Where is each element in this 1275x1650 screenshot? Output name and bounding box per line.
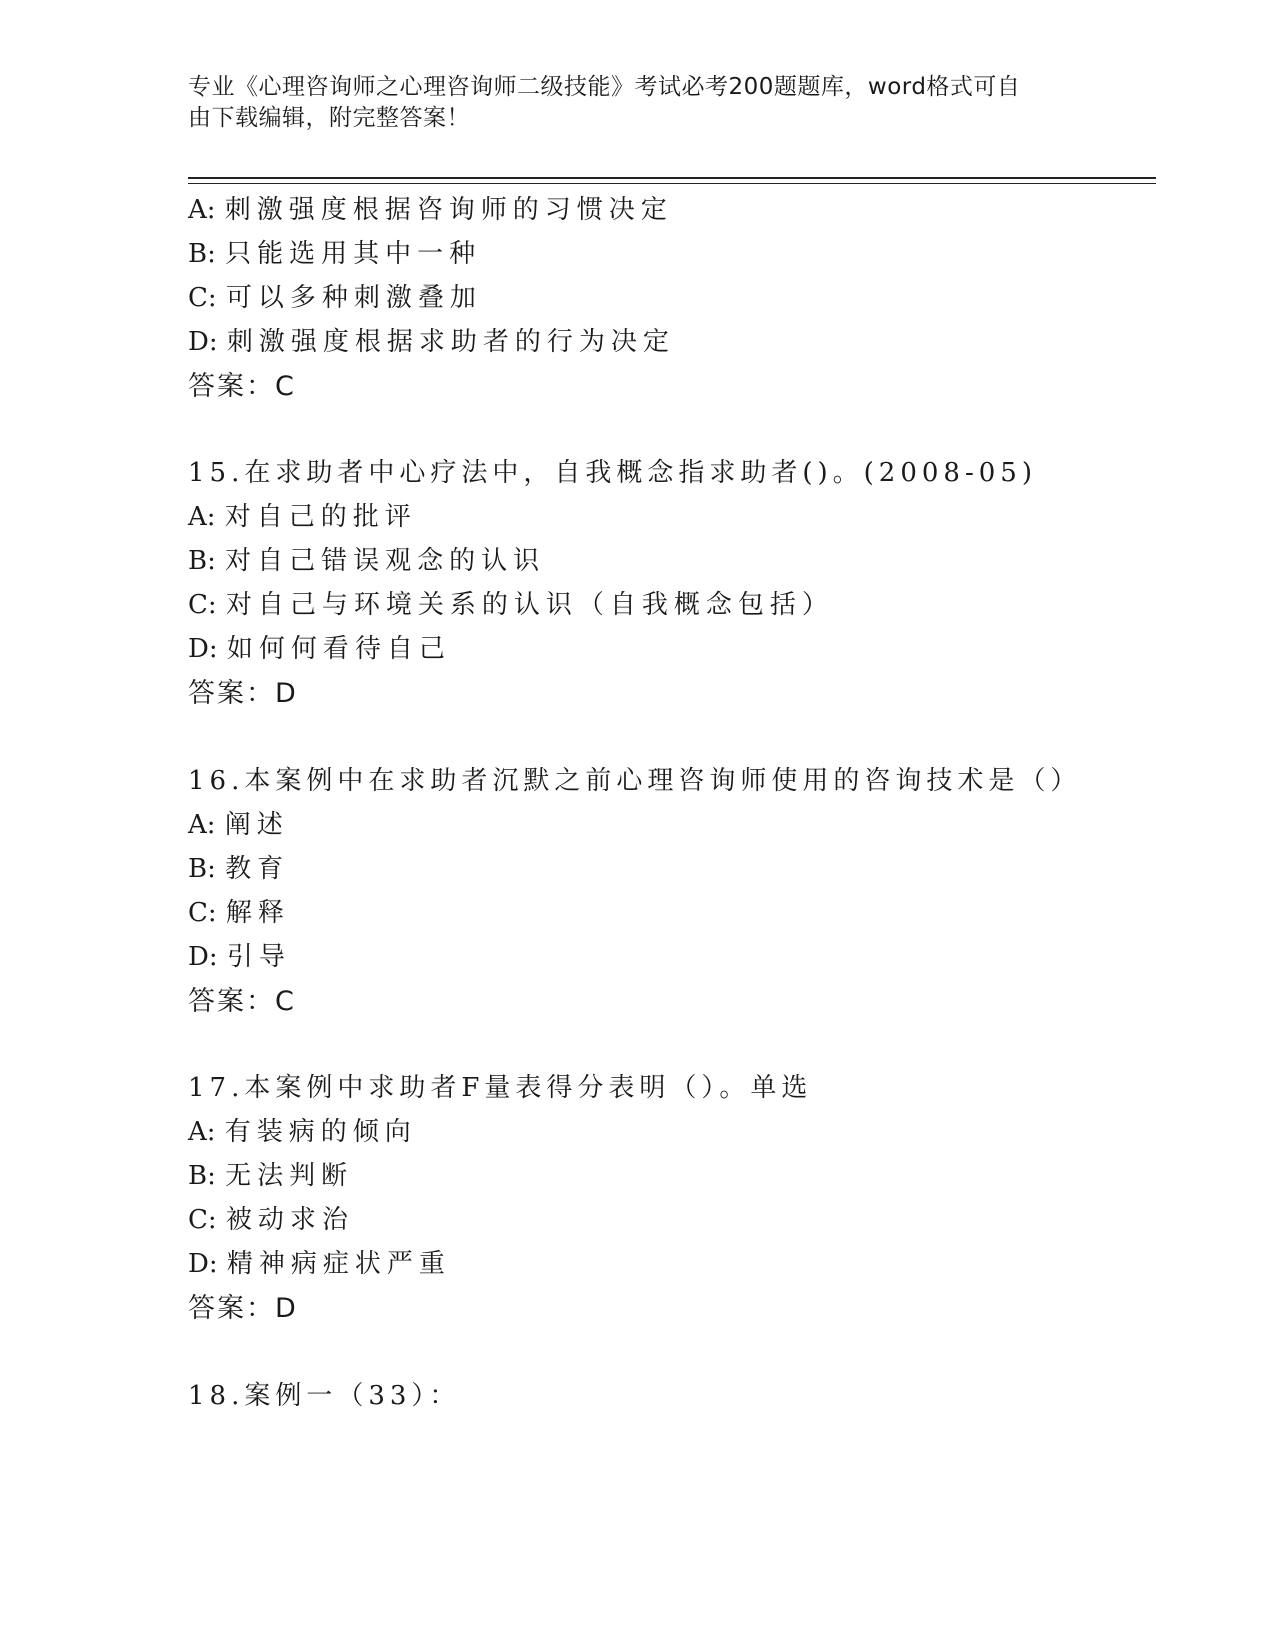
document-header	[188, 72, 1068, 134]
q15-option-d: D: 如何何看待自己	[188, 634, 451, 664]
q17-option-c: C: 被动求治	[188, 1205, 354, 1235]
q15-option-b: B: 对自己错误观念的认识	[188, 546, 546, 576]
question-16-title: 16.本案例中在求助者沉默之前心理咨询师使用的咨询技术是（）	[188, 766, 1082, 796]
prev-answer: 答案：C	[188, 371, 296, 402]
q15-answer: 答案：D	[188, 678, 298, 709]
prev-option-d: D: 刺激强度根据求助者的行为决定	[188, 327, 675, 357]
header-line-1: 专业《心理咨询师之心理咨询师二级技能》考试必考200题题库，word格式可自	[188, 74, 1021, 100]
prev-option-b: B: 只能选用其中一种	[188, 239, 482, 269]
q17-option-b: B: 无法判断	[188, 1161, 354, 1191]
q16-option-b: B: 教育	[188, 854, 290, 884]
header-line-2: 由下载编辑，附完整答案！	[188, 105, 470, 131]
header-divider-thick	[188, 177, 1156, 179]
question-17-title: 17.本案例中求助者F量表得分表明（）。单选	[188, 1073, 813, 1103]
question-15-title: 15.在求助者中心疗法中，自我概念指求助者()。(2008-05)	[188, 458, 1037, 488]
prev-option-c: C: 可以多种刺激叠加	[188, 283, 482, 313]
q16-option-c: C: 解释	[188, 898, 290, 928]
q17-answer: 答案：D	[188, 1293, 298, 1324]
q15-option-a: A: 对自己的批评	[188, 502, 417, 532]
q17-option-d: D: 精神病症状严重	[188, 1249, 451, 1279]
question-18-title: 18.案例一（33）：	[188, 1381, 461, 1411]
q15-option-c: C: 对自己与环境关系的认识（自我概念包括）	[188, 590, 834, 620]
q17-option-a: A: 有装病的倾向	[188, 1117, 417, 1147]
q16-answer: 答案：C	[188, 986, 296, 1017]
q16-option-a: A: 阐述	[188, 810, 289, 840]
prev-option-a: A: 刺激强度根据咨询师的习惯决定	[188, 195, 673, 225]
q16-option-d: D: 引导	[188, 942, 291, 972]
header-divider-thin	[188, 183, 1156, 184]
